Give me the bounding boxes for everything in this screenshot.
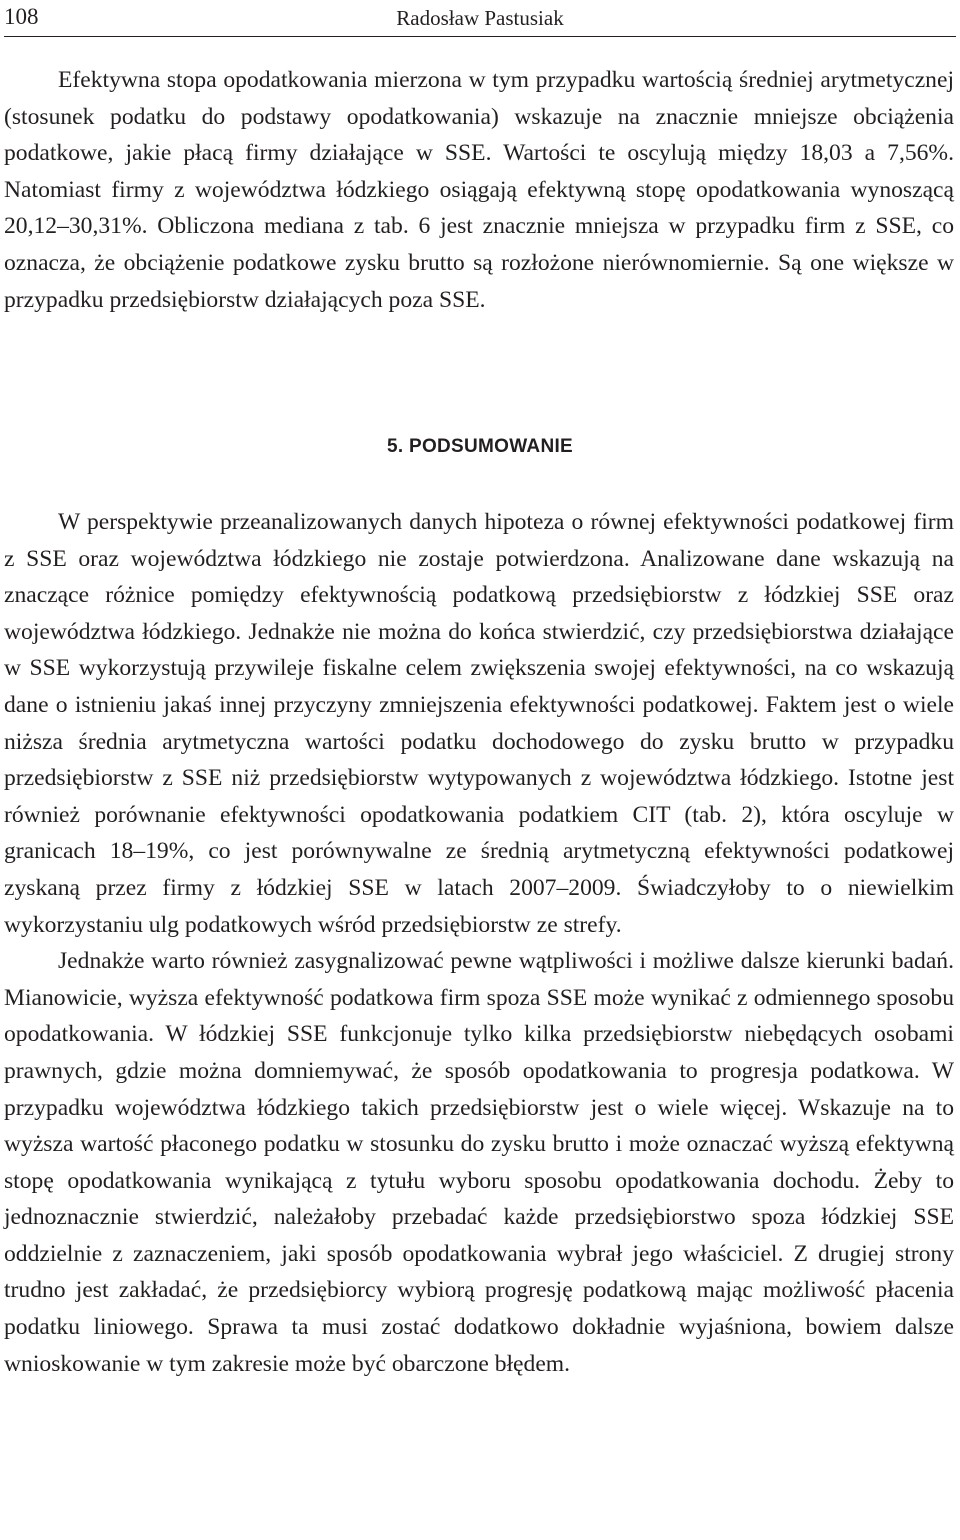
paragraph: Jednakże warto również zasygnalizować pewne wątpliwości i możliwe dalsze kierunki badań. Mianowicie, wyższa efektywność podatkowa firm spoza SSE może wynikać z odmiennego sposobu opodatkowania. W łódzkiej SSE funkcjonuje tylko kilka przedsiębiorstw niebędących osobami prawnych, gdzie można domniemywać, że sposób opodatkowania to progresja podatkowa. W przypadku województwa łódzkiego takich przedsiębiorstw jest o wiele więcej. Wskazuje na to wyższa wartość płaconego podatku w stosunku do zysku brutto i może oznaczać wyższą efektywną stopę opodatkowania wynikającą z tytułu wyboru sposobu opodatkowania dochodu. Żeby to jednoznacznie stwierdzić, należałoby przebadać każde przedsiębiorstwo spoza łódzkiej SSE oddzielnie z zaznaczeniem, jaki sposób opodatkowania wybrał jego właściciel. Z drugiej strony trudno jest zakładać, że przedsiębiorcy wybiorą progresję podatkową mając możliwość płacenia podatku liniowego. Sprawa ta musi zostać dodatkowo dokładnie wyjaśniona, bowiem dalsze wnioskowanie w tym zakresie może być obarczone błędem. — [4, 948, 954, 1377]
running-header — [4, 0, 956, 37]
body-text-before-section — [4, 62, 954, 318]
section-heading: 5. PODSUMOWANIE — [386, 436, 574, 457]
paragraph: W perspektywie przeanalizowanych danych hipoteza o równej efektywności podatkowej firm z SSE oraz województwa łódzkiego nie zostaje potwierdzona. Analizowane dane wskazują na znaczące różnice pomiędzy efektywnością podatkową przedsiębiorstw z łódzkiej SSE oraz województwa łódzkiego. Jednakże nie można do końca stwierdzić, czy przedsiębiorstwa działające w SSE wykorzystują przywileje fiskalne celem zwiększenia swojej efektywności, na co wskazują dane o istnieniu jakaś innej przyczyny zmniejszenia efektywności podatkowej. Faktem jest o wiele niższa średnia arytmetyczna wartości podatku dochodowego do zysku brutto w przypadku przedsiębiorstw z SSE niż przedsiębiorstw wytypowanych z województwa łódzkiego. Istotne jest również porównanie efektywności opodatkowania podatkiem CIT (tab. 2), która oscyluje w granicach 18–19%, co jest porównywalne ze średnią arytmetyczną efektywności podatkowej zyskaną przez firmy z łódzkiej SSE w latach 2007–2009. Świadczyłoby to o niewielkim wykorzystaniu ulg podatkowych wśród przedsiębiorstw ze strefy. — [4, 509, 954, 938]
running-head-author: Radosław Pastusiak — [396, 6, 564, 30]
paragraph: Efektywna stopa opodatkowania mierzona w tym przypadku wartością średniej arytmetycznej (stosunek podatku do podstawy opodatkowania) wskazuje na znacznie mniejsze obciążenia podatkowe, jakie płacą firmy działające w SSE. Wartości te oscylują między 18,03 a 7,56%. Natomiast firmy z województwa łódzkiego osiągają efektywną stopę opodatkowania wynoszącą 20,12–30,31%. Obliczona mediana z tab. 6 jest znacznie mniejsza w przypadku firm z SSE, co oznacza, że obciążenie podatkowe zysku brutto są rozłożone nierównomiernie. Są one większe w przypadku przedsiębiorstw działających poza SSE. — [4, 67, 954, 313]
body-text-summary — [4, 504, 954, 1382]
page-number: 108 — [4, 4, 39, 29]
